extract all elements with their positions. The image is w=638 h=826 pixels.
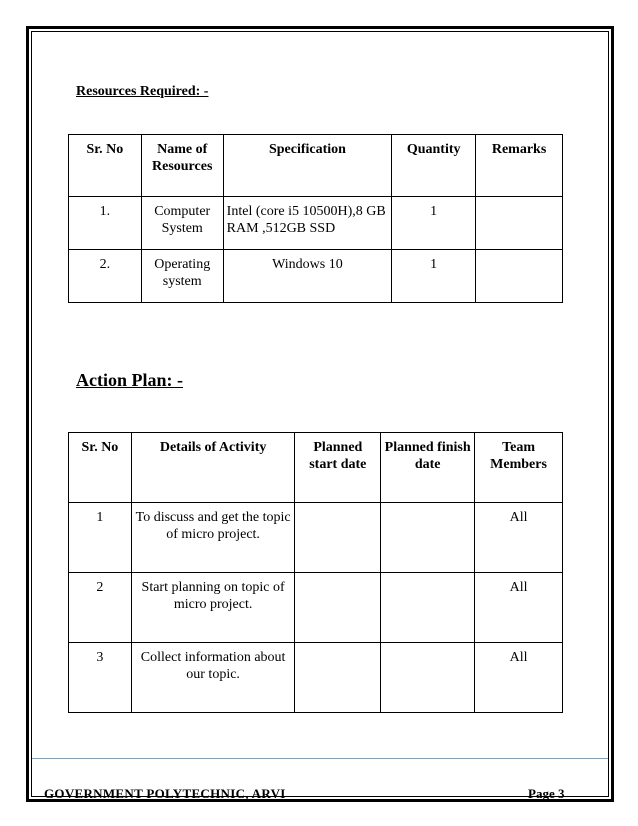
header-planned-start-date: Planned start date	[295, 433, 381, 503]
header-specification: Specification	[223, 135, 392, 197]
footer-page-number: Page 3	[528, 786, 565, 801]
cell-start	[295, 643, 381, 713]
table-row	[69, 197, 563, 250]
cell-members: All	[475, 503, 563, 573]
cell-sr: 2.	[69, 250, 142, 303]
header-sr-no: Sr. No	[69, 135, 142, 197]
cell-qty: 1	[392, 197, 476, 250]
cell-sr: 3	[69, 643, 132, 713]
cell-remarks	[476, 250, 563, 303]
resources-table	[68, 134, 563, 303]
table-row	[69, 503, 563, 573]
header-remarks: Remarks	[476, 135, 563, 197]
cell-sr: 1.	[69, 197, 142, 250]
footer-institution: GOVERNMENT POLYTECHNIC, ARVI	[44, 786, 286, 801]
header-sr-no: Sr. No	[69, 433, 132, 503]
footer-divider	[32, 758, 608, 759]
header-planned-finish-date: Planned finish date	[381, 433, 475, 503]
cell-start	[295, 573, 381, 643]
table-row	[69, 643, 563, 713]
table-row	[69, 573, 563, 643]
resources-heading: Resources Required: -	[76, 84, 209, 99]
cell-members: All	[475, 573, 563, 643]
cell-sr: 2	[69, 573, 132, 643]
cell-spec: Intel (core i5 10500H),8 GB RAM ,512GB SSD	[223, 197, 392, 250]
header-quantity: Quantity	[392, 135, 476, 197]
cell-remarks	[476, 197, 563, 250]
cell-name: Computer System	[141, 197, 223, 250]
resources-header-row	[69, 135, 563, 197]
action-plan-table	[68, 432, 563, 713]
cell-finish	[381, 503, 475, 573]
cell-activity: Start planning on topic of micro project.	[131, 573, 295, 643]
cell-activity: To discuss and get the topic of micro project.	[131, 503, 295, 573]
cell-sr: 1	[69, 503, 132, 573]
cell-start	[295, 503, 381, 573]
action-plan-header-row	[69, 433, 563, 503]
header-details-of-activity: Details of Activity	[131, 433, 295, 503]
header-team-members: Team Members	[475, 433, 563, 503]
action-plan-heading: Action Plan: -	[76, 370, 183, 390]
cell-members: All	[475, 643, 563, 713]
table-row	[69, 250, 563, 303]
header-name-of-resources: Name of Resources	[141, 135, 223, 197]
cell-name: Operating system	[141, 250, 223, 303]
cell-activity: Collect information about our topic.	[131, 643, 295, 713]
cell-finish	[381, 573, 475, 643]
cell-qty: 1	[392, 250, 476, 303]
cell-finish	[381, 643, 475, 713]
cell-spec: Windows 10	[223, 250, 392, 303]
